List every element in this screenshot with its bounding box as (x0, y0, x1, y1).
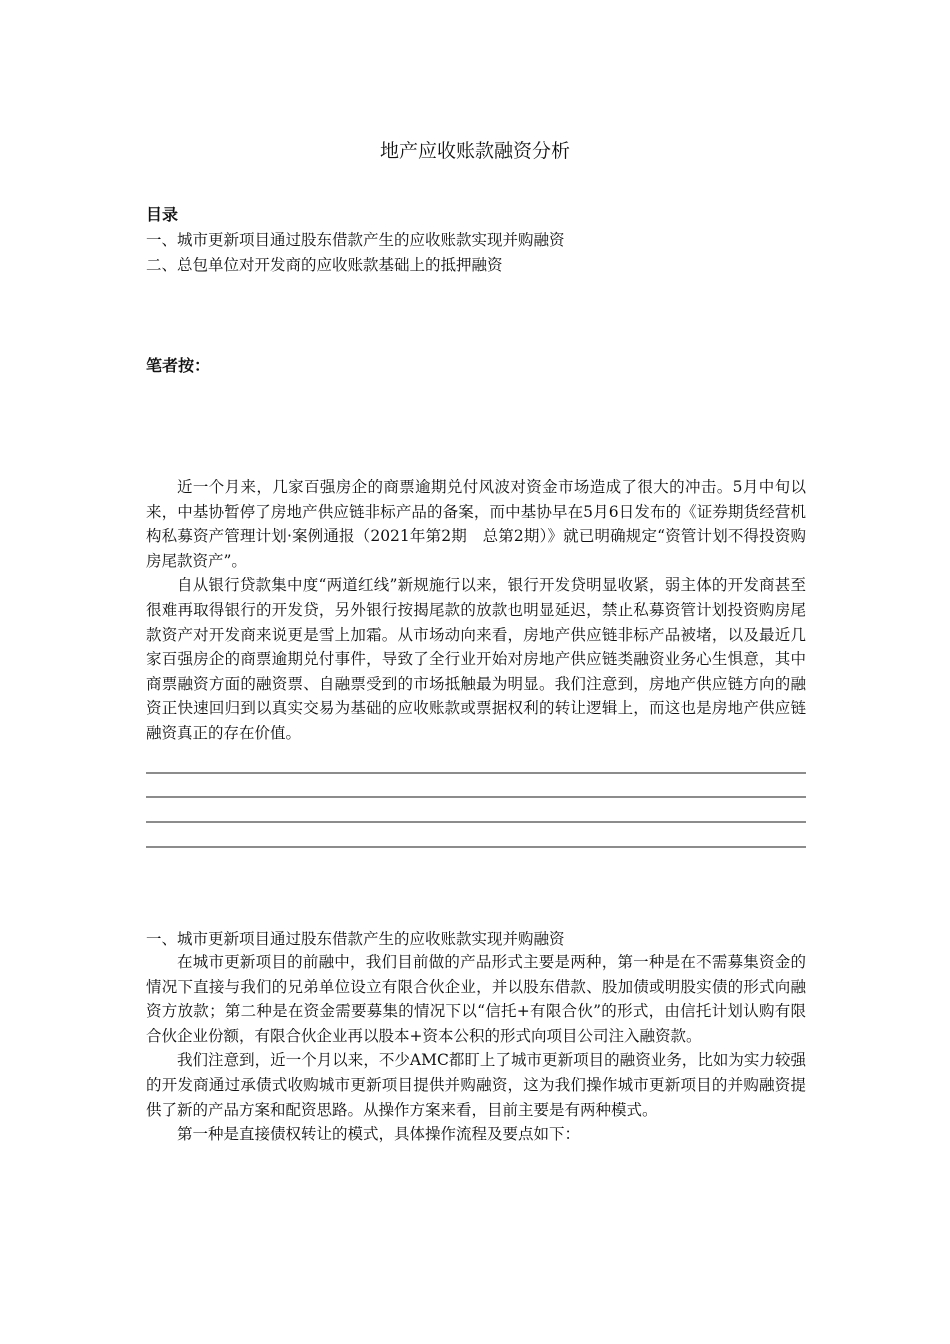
divider-line-4 (146, 846, 806, 848)
section-1-paragraph-2: 我们注意到，近一个月以来，不少AMC都盯上了城市更新项目的融资业务，比如为实力较强的开发商通过承债式收购城市更新项目提供并购融资，这为我们操作城市更新项目的并购融资提供了新的产品方案和配资思路。从操作方案来看，目前主要是有两种模式。 (146, 1051, 806, 1119)
section-1-body (146, 950, 806, 1147)
divider-line-2 (146, 796, 806, 798)
divider-line-3 (146, 821, 806, 823)
divider-line-1 (146, 772, 806, 774)
author-note-heading: 笔者按： (146, 356, 211, 375)
toc-item-1: 一、城市更新项目通过股东借款产生的应收账款实现并购融资 (146, 231, 565, 249)
toc-item-2: 二、总包单位对开发商的应收账款基础上的抵押融资 (146, 256, 503, 274)
intro-paragraph-1: 近一个月来，几家百强房企的商票逾期兑付风波对资金市场造成了很大的冲击。5月中旬以来，中基协暂停了房地产供应链非标产品的备案，而中基协早在5月6日发布的《证券期货经营机构私募资产管理计划·案例通报（2021年第2期 总第2期）》就已明确规定“资管计划不得投资购房尾款资产”。 (146, 478, 806, 570)
intro-body (146, 475, 806, 746)
section-1-heading: 一、城市更新项目通过股东借款产生的应收账款实现并购融资 (146, 930, 565, 948)
section-1-paragraph-1: 在城市更新项目的前融中，我们目前做的产品形式主要是两种，第一种是在不需募集资金的情况下直接与我们的兄弟单位设立有限合伙企业，并以股东借款、股加债或明股实债的形式向融资方放款；第二种是在资金需要募集的情况下以“信托+有限合伙”的形式，由信托计划认购有限合伙企业份额，有限合伙企业再以股本+资本公积的形式向项目公司注入融资款。 (146, 953, 806, 1045)
intro-paragraph-2: 自从银行贷款集中度“两道红线”新规施行以来，银行开发贷明显收紧，弱主体的开发商甚至很难再取得银行的开发贷，另外银行按揭尾款的放款也明显延迟，禁止私募资管计划投资购房尾款资产对开发商来说更是雪上加霜。从市场动向来看，房地产供应链非标产品被堵，以及最近几家百强房企的商票逾期兑付事件，导致了全行业开始对房地产供应链类融资业务心生惧意，其中商票融资方面的融资票、自融票受到的市场抵触最为明显。我们注意到，房地产供应链方向的融资正快速回归到以真实交易为基础的应收账款或票据权利的转让逻辑上，而这也是房地产供应链融资真正的存在价值。 (146, 576, 806, 742)
section-1-paragraph-3: 第一种是直接债权转让的模式，具体操作流程及要点如下： (177, 1125, 581, 1144)
document-title: 地产应收账款融资分析 (379, 140, 570, 162)
toc-heading: 目录 (146, 205, 179, 224)
